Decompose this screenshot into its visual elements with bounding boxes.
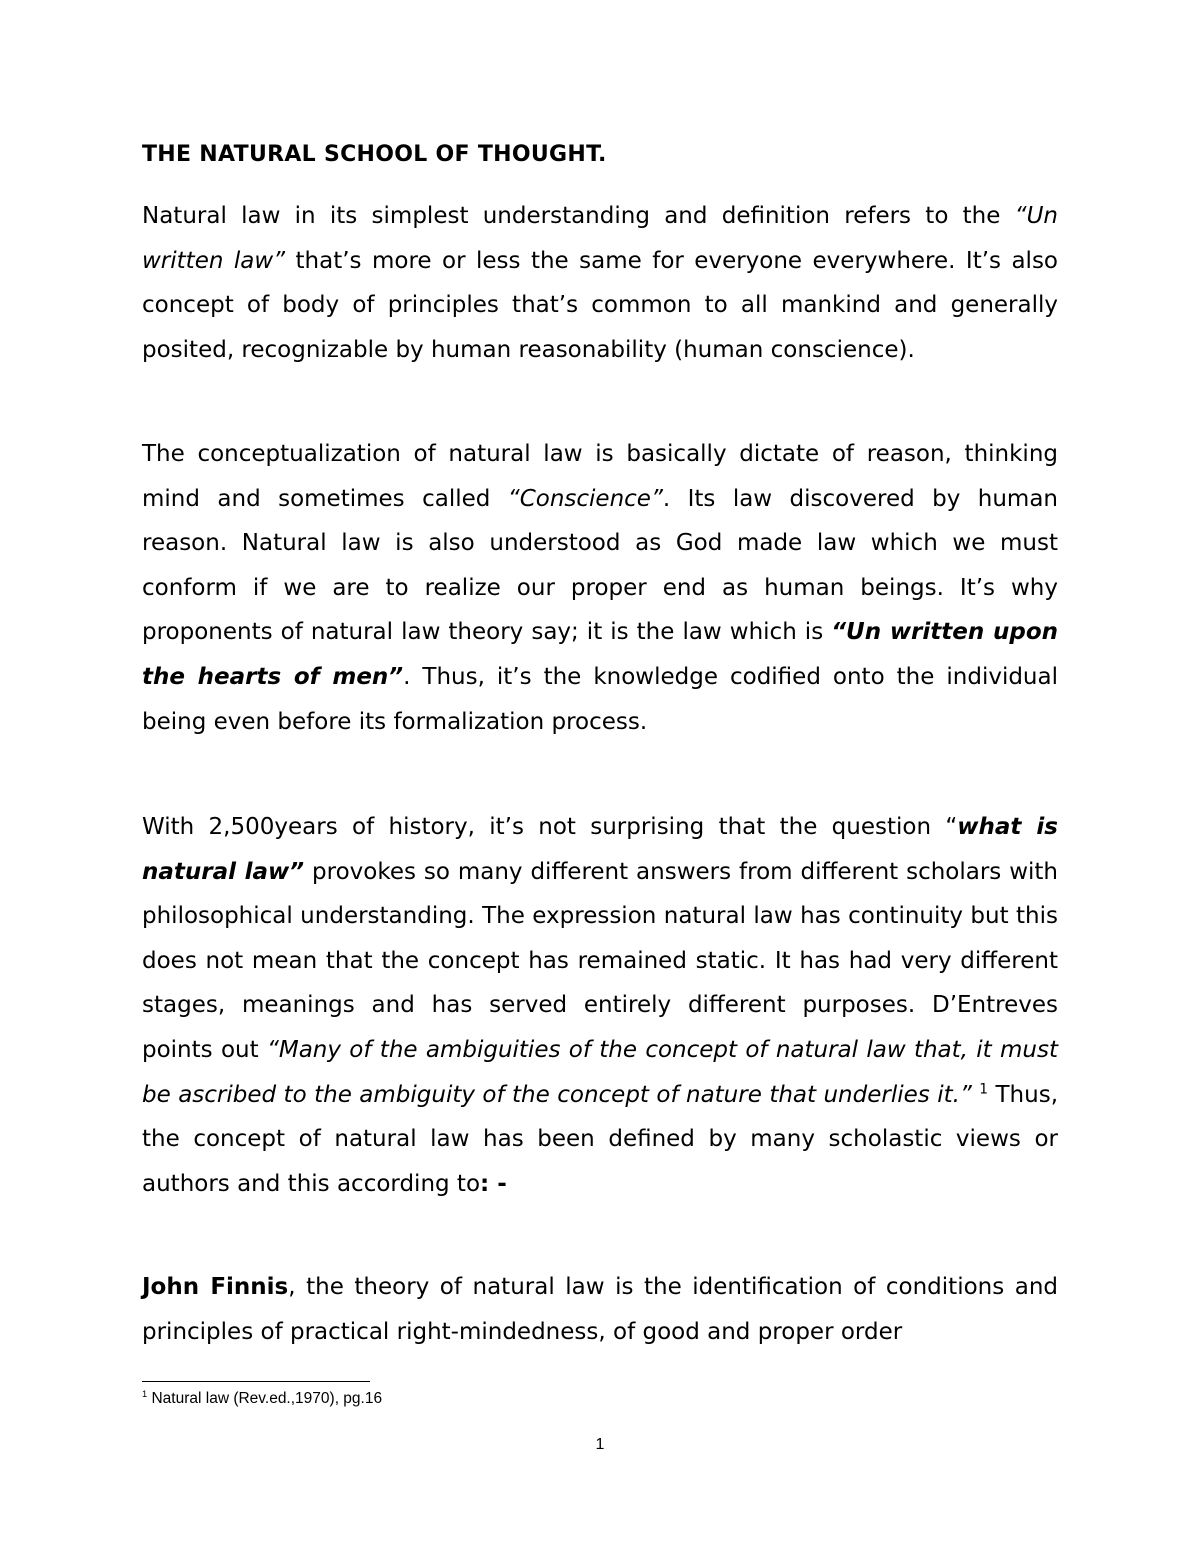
p3-bold-colon-dash: : -: [480, 1170, 507, 1197]
p3-bold-italic-question: what is natural law”: [142, 814, 1058, 885]
footnote-marker: 1: [142, 1388, 148, 1399]
p1-italic-unwritten-law: “Un written law”: [142, 203, 1058, 274]
p3-italic-dentreves-quote: “Many of the ambiguities of the concept of natural law that, it must be ascribed to the ambiguity of the concept of nature that underlies it.”: [142, 1036, 1058, 1108]
footnote-separator: [142, 1381, 370, 1382]
footnote: [142, 1390, 382, 1408]
paragraph-history: [142, 805, 1058, 1206]
footnote-text: Natural law (Rev.ed.,1970), pg.16: [147, 1390, 383, 1407]
paragraph-natural-law-definition: [142, 194, 1058, 372]
p2-text-2: . Its law discovered by human reason. Natural law is also understood as God made law which we must conform if we are to realize our proper end as human beings. It’s why proponents of natural law theory say; it is the law which is: [142, 485, 1058, 646]
p3-text-1: With 2,500years of history, it’s not surprising that the question “: [142, 814, 958, 840]
p2-text-1: The conceptualization of natural law is basically dictate of reason, thinking mind and sometimes called: [142, 441, 1058, 512]
p1-text-2: that’s more or less the same for everyone everywhere. It’s also concept of body of principles that’s common to all mankind and generally posited, recognizable by human reasonability (human conscience).: [142, 247, 1058, 363]
p2-bold-italic-quote: “Un written upon the hearts of men”: [142, 619, 1058, 690]
p3-text-3: Thus, the concept of natural law has been defined by many scholastic views or authors and this according to: [142, 1081, 1059, 1197]
paragraph-john-finnis: [142, 1265, 1058, 1354]
p4-text-1: , the theory of natural law is the identification of conditions and principles of practical right-mindedness, of good and proper order: [142, 1274, 1059, 1345]
p4-bold-john-finnis: John Finnis: [142, 1274, 289, 1300]
p2-text-3: . Thus, it’s the knowledge codified onto the individual being even before its formalization process.: [142, 663, 1058, 735]
page-number: 1: [595, 1436, 605, 1453]
footnote-reference[interactable]: 1: [979, 1080, 989, 1097]
p1-text-1: Natural law in its simplest understanding and definition refers to the: [142, 203, 1015, 229]
p2-italic-conscience: “Conscience”: [507, 485, 663, 512]
p3-text-2: provokes so many different answers from different scholars with philosophical understanding. The expression natural law has continuity but this does not mean that the concept has remained static. It has had very different stages, meanings and has served entirely different purposes. D’Entreves points out: [142, 858, 1058, 1063]
document-title: THE NATURAL SCHOOL OF THOUGHT.: [142, 142, 607, 167]
paragraph-conceptualization: [142, 432, 1058, 744]
